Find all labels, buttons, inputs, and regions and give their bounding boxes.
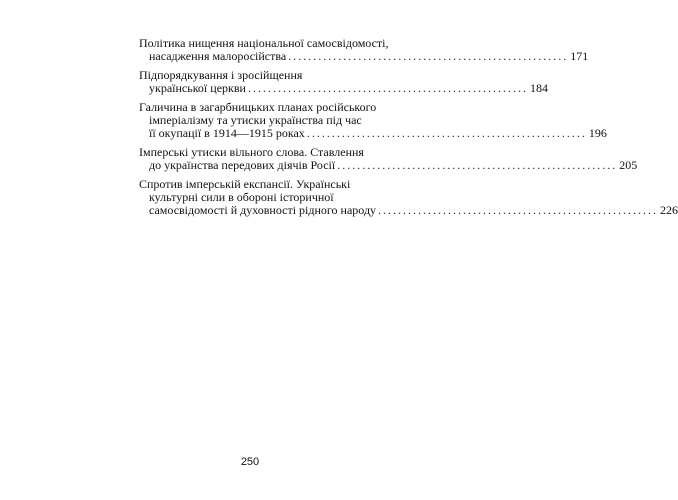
- toc-entry-title-line: самосвідомості й духовності рідного народу: [149, 203, 377, 217]
- toc-page-number: 184: [529, 81, 548, 95]
- toc-entry-last-line: [139, 203, 678, 217]
- toc-entry-last-line: [139, 158, 638, 172]
- toc-page-number: 205: [619, 158, 638, 172]
- toc-entry[interactable]: [139, 100, 607, 140]
- toc-entry-title-line: Політика нищення національної самосвідомості,: [139, 36, 389, 50]
- toc-entry-last-line: [139, 81, 548, 95]
- toc-entry-title-line: імперіалізму та утиски українства під час: [149, 113, 362, 127]
- toc-entry[interactable]: [139, 145, 638, 172]
- toc-entry-title-line: культурні сили в обороні історичної: [149, 190, 334, 204]
- toc-entry-title-line: її окупації в 1914—1915 роках: [149, 126, 305, 140]
- toc-entry-last-line: [139, 49, 589, 63]
- toc-page-number: 196: [588, 126, 607, 140]
- toc-page-number: 226: [660, 203, 678, 217]
- toc-entry-title-line: Підпорядкування і зросійщення: [139, 68, 303, 82]
- toc-page-number: 171: [570, 49, 589, 63]
- toc-entry-title-line: Імперські утиски вільного слова. Ставлення: [139, 145, 364, 159]
- toc-entry-title-line: до українства передових діячів Росії: [149, 158, 336, 172]
- dot-leader: ........................................................: [288, 49, 569, 63]
- toc-entry-title-line: української церкви: [149, 81, 246, 95]
- toc-entry[interactable]: [139, 36, 589, 63]
- toc-entry-title-line: насадження малоросійства: [149, 49, 287, 63]
- table-of-contents: [139, 36, 678, 223]
- dot-leader: ........................................................: [247, 81, 528, 95]
- toc-entry[interactable]: [139, 177, 678, 217]
- dot-leader: ........................................................: [378, 203, 659, 217]
- toc-entry-last-line: [139, 126, 607, 140]
- dot-leader: ........................................................: [306, 126, 587, 140]
- toc-entry-title-line: Галичина в загарбницьких планах російського: [139, 100, 377, 114]
- toc-entry[interactable]: [139, 68, 548, 95]
- dot-leader: ........................................................: [337, 158, 618, 172]
- page-number-footer: 250: [240, 456, 260, 468]
- toc-entry-title-line: Спротив імперській експансії. Українські: [139, 177, 351, 191]
